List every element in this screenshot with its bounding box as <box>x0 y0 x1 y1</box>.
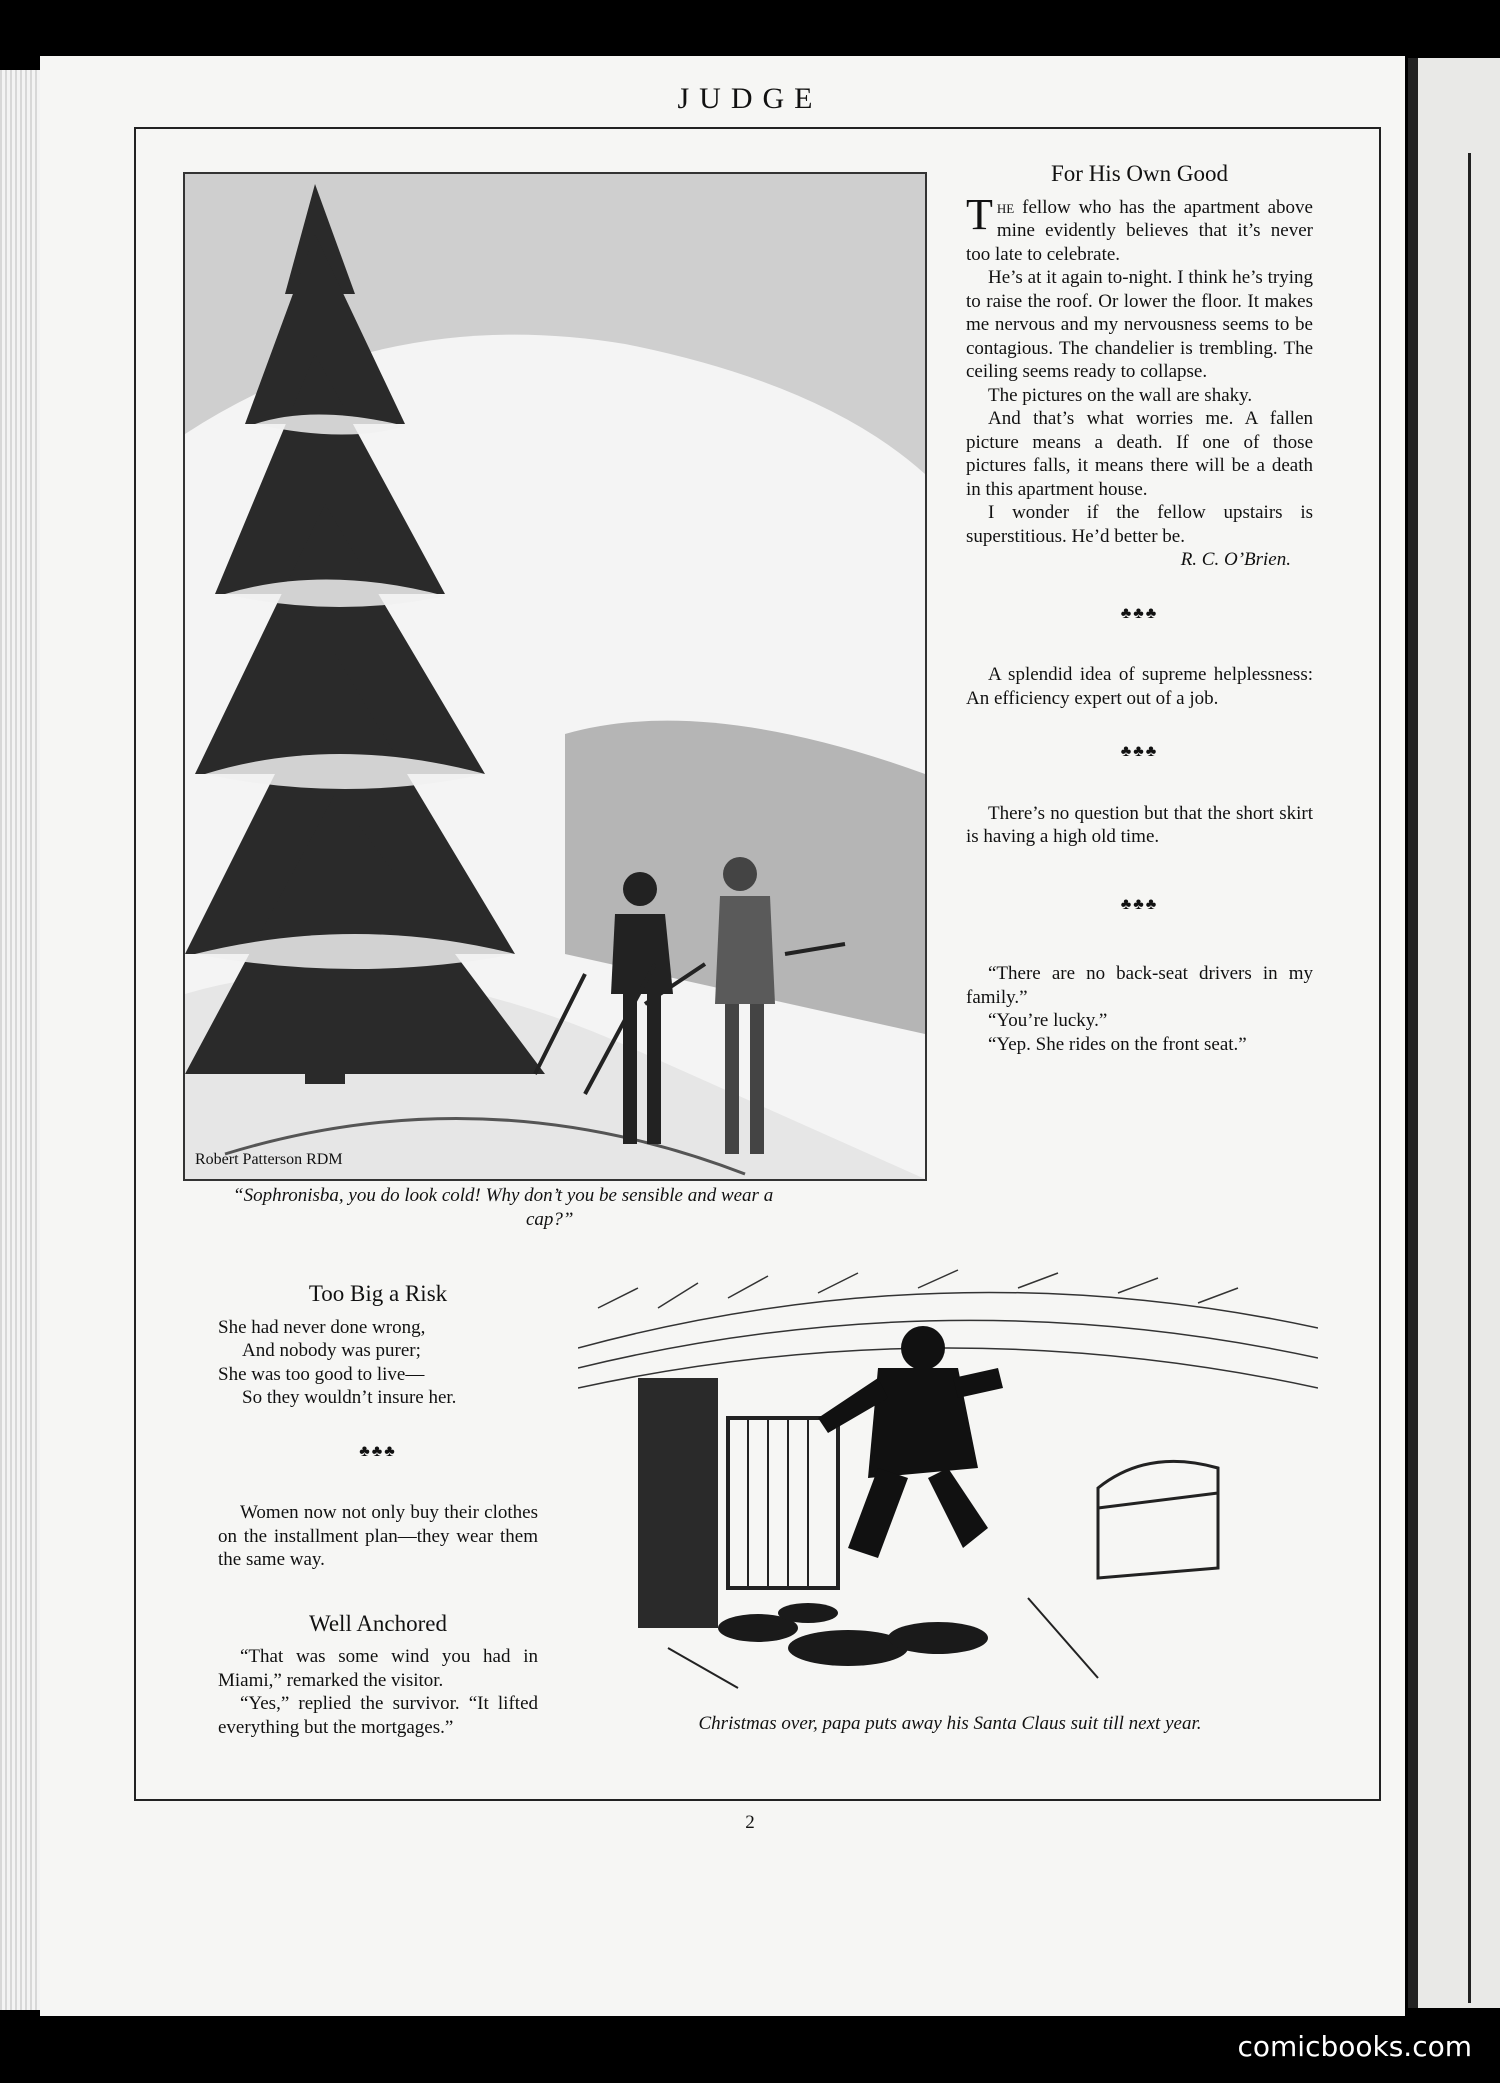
poem-line: She was too good to live— <box>218 1363 425 1385</box>
santa-suit-illustration <box>578 1268 1318 1693</box>
joke-backseat-line2: “You’re lucky.” <box>988 1010 1108 1031</box>
dropcap: T <box>966 189 993 239</box>
joke-efficiency: A splendid idea of supreme helplessness: An efficiency expert out of a job. <box>966 664 1313 709</box>
joke-backseat-line3: “Yep. She rides on the front seat.” <box>988 1033 1247 1055</box>
article-own-good-p1 <box>966 189 1313 267</box>
ornament-divider: ♣♣♣ <box>359 1442 397 1460</box>
skiers-caption-line2: cap?” <box>526 1209 574 1230</box>
article-title-anchored: Well Anchored <box>308 1610 448 1636</box>
ornament-divider: ♣♣♣ <box>1120 895 1159 913</box>
article-own-good-p2: He’s at it again to-night. I think he’s trying to raise the roof. Or lower the floor. It makes me nervous and my nervousness seems to be contagious. The chandelier is trembling. The ceiling seems ready to collapse. <box>966 267 1313 382</box>
skiers-caption <box>233 1184 903 1232</box>
article-title-own-good: For His Own Good <box>1051 161 1228 186</box>
page-number: 2 <box>745 1812 755 1833</box>
book-page-edges <box>0 70 40 2010</box>
masthead-title: JUDGE <box>677 82 823 115</box>
ornament-divider: ♣♣♣ <box>1120 743 1159 760</box>
article-own-good-p3: The pictures on the wall are shaky. <box>988 384 1253 406</box>
joke-short-skirt: There’s no question but that the short skirt is having a high old time. <box>966 802 1313 847</box>
poem-risk <box>218 1316 538 1410</box>
poem-line: She had never done wrong, <box>218 1316 426 1338</box>
watermark: comicbooks.com <box>1237 2030 1472 2063</box>
joke-backseat-line1: “There are no back-seat drivers in my family.” <box>966 963 1313 1008</box>
p1-text: fellow who has the apartment above mine evidently believes that it’s never too late to celebrate. <box>966 196 1313 265</box>
article-anchored-p1: “That was some wind you had in Miami,” remarked the visitor. <box>218 1646 538 1691</box>
byline: R. C. O’Brien. <box>1180 549 1291 570</box>
poem-line: So they wouldn’t insure her. <box>242 1387 457 1408</box>
article-own-good-p5: I wonder if the fellow upstairs is superstitious. He’d better be. <box>966 502 1313 547</box>
doorway <box>638 1378 718 1628</box>
binding-shadow <box>1408 58 1418 2008</box>
ornament-divider: ♣♣♣ <box>1120 604 1159 622</box>
poem-title-risk: Too Big a Risk <box>308 1281 448 1306</box>
right-column <box>966 162 1313 1056</box>
lead-in: he <box>996 196 1015 218</box>
joke-installment: Women now not only buy their clothes on the installment plan—they wear them the same way. <box>218 1502 538 1570</box>
article-anchored-p2: “Yes,” replied the survivor. “It lifted everything but the mortgages.” <box>218 1693 538 1738</box>
article-own-good-p4: And that’s what worries me. A fallen picture means a death. If one of those pictures falls, it means there will be a death in this apartment house. <box>966 408 1313 500</box>
skiers-caption-line1: “Sophronisba, you do look cold! Why don’t you be sensible and wear a <box>233 1185 774 1206</box>
left-bottom-column <box>218 1282 538 1739</box>
poem-line: And nobody was purer; <box>242 1340 421 1361</box>
facing-page-frame-line <box>1468 153 1471 2003</box>
facing-page-edge <box>1408 58 1500 2008</box>
skiers-illustration <box>183 172 927 1181</box>
santa-caption: Christmas over, papa puts away his Santa Claus suit till next year. <box>698 1713 1202 1734</box>
artist-signature: Robert Patterson RDM <box>195 1151 343 1168</box>
